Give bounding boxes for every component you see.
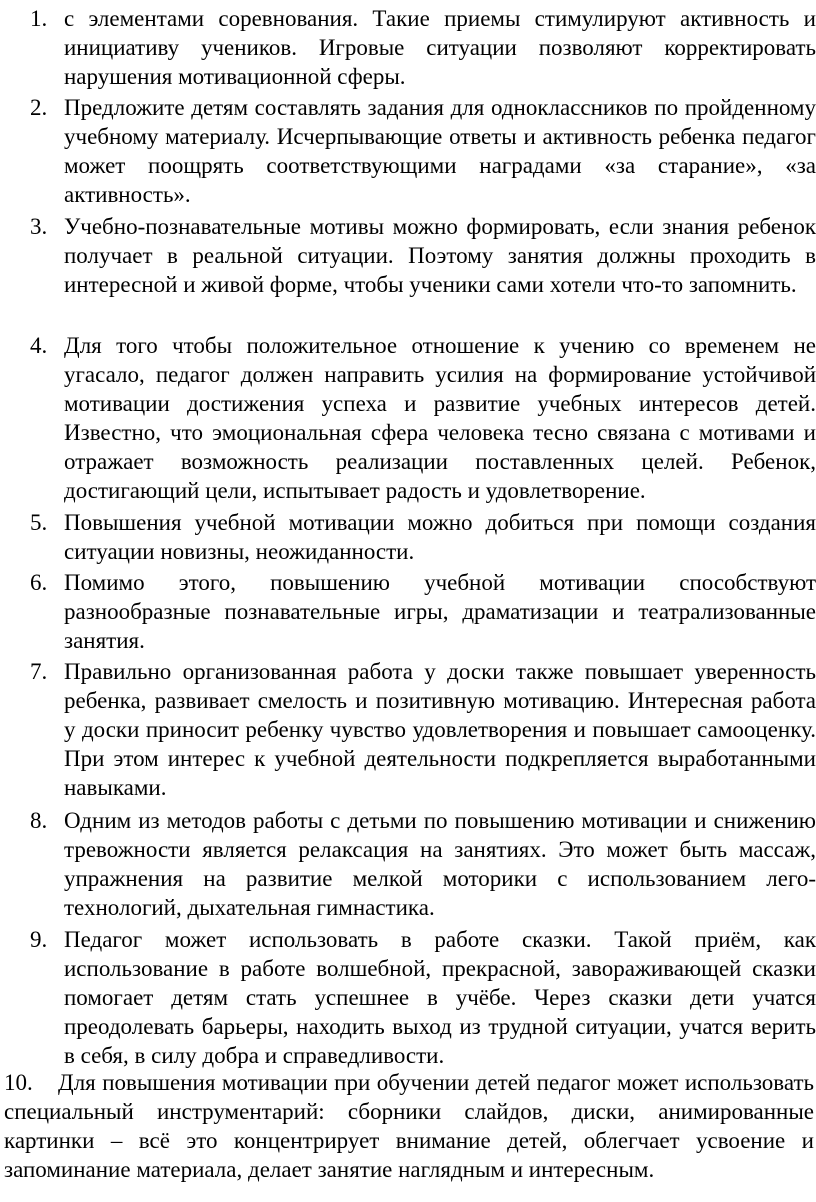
list-number-4: 4. [30, 333, 48, 358]
list-text-1: с элементами соревнования. Такие приемы стимулируют активность и инициативу учеников. Игровые ситуации позволяют корректировать нарушения мотивационной сферы. [64, 6, 816, 89]
list-number-7: 7. [30, 659, 48, 684]
list-number-6: 6. [30, 570, 48, 595]
list-text-3: Учебно-познавательные мотивы можно формировать, если знания ребенок получает в реальной ситуации. Поэтому занятия должны проходить в интересной и живой форме, чтобы ученики сами хотели что-то запомнить. [64, 214, 816, 297]
list-item-2 [30, 93, 816, 209]
list-item-5 [30, 508, 816, 566]
list-text-5: Повышения учебной мотивации можно добиться при помощи создания ситуации новизны, неожиданности. [64, 510, 816, 564]
list-text-6: Помимо этого, повышению учебной мотивации способствуют разнообразные познавательные игры, драматизации и театрализованные занятия. [64, 570, 816, 653]
list-item-7 [30, 657, 816, 802]
list-text-2: Предложите детям составлять задания для одноклассников по пройденному учебному материалу. Исчерпывающие ответы и активность ребенка педагог может поощрять соответствующими наградами «за старание», «за активность». [64, 95, 816, 207]
list-item-3 [30, 212, 816, 299]
list-number-5: 5. [30, 510, 48, 535]
list-item-10 [4, 1068, 814, 1184]
list-text-4: Для того чтобы положительное отношение к учению со временем не угасало, педагог должен направить усилия на формирование устойчивой мотивации достижения успеха и развитие учебных интересов детей. Известно, что эмоциональная сфера человека тесно связана с мотивами и отражает возможность реализации поставленных целей. Ребенок, достигающий цели, испытывает радость и удовлетворение. [64, 333, 816, 503]
list-item-8 [30, 806, 816, 922]
list-item-6 [30, 568, 816, 655]
list-text-8: Одним из методов работы с детьми по повышению мотивации и снижению тревожности является релаксация на занятиях. Это может быть массаж, упражнения на развитие мелкой моторики с использованием лего-технологий, дыхательная гимнастика. [64, 808, 816, 920]
list-item-1 [30, 4, 816, 91]
list-number-3: 3. [30, 214, 48, 239]
list-item-9 [30, 925, 816, 1070]
list-number-9: 9. [30, 927, 48, 952]
list-text-7: Правильно организованная работа у доски также повышает уверенность ребенка, развивает смелость и позитивную мотивацию. Интересная работа у доски приносит ребенку чувство удовлетворения и повышает самооценку. При этом интерес к учебной деятельности подкрепляется выработанными навыками. [64, 659, 816, 800]
list-number-10: 10. [4, 1070, 33, 1095]
list-number-1: 1. [30, 6, 48, 31]
list-text-9: Педагог может использовать в работе сказки. Такой приём, как использование в работе волшебной, прекрасной, завораживающей сказки помогает детям стать успешнее в учёбе. Через сказки дети учатся преодолевать барьеры, находить выход из трудной ситуации, учатся верить в себя, в силу добра и справедливости. [64, 927, 816, 1068]
list-number-8: 8. [30, 808, 48, 833]
list-text-10: Для повышения мотивации при обучении детей педагог может использовать специальный инструментарий: сборники слайдов, диски, анимированные картинки – всё это концентрирует внимание детей, облегчает усвоение и запоминание материала, делает занятие наглядным и интересным. [4, 1070, 814, 1182]
list-number-2: 2. [30, 95, 48, 120]
list-item-4 [30, 331, 816, 505]
